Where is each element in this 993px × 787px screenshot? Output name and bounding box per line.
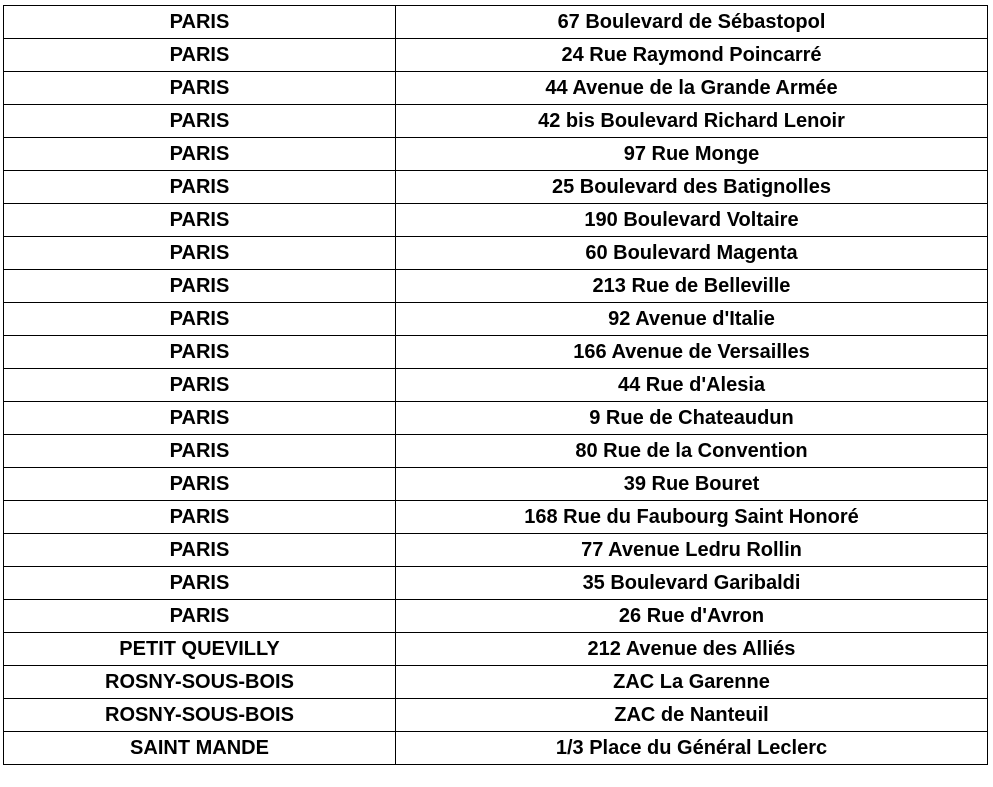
address-table <box>3 5 988 765</box>
table-row <box>4 732 988 765</box>
city-cell: PARIS <box>4 534 396 567</box>
city-cell: PARIS <box>4 138 396 171</box>
city-cell: PETIT QUEVILLY <box>4 633 396 666</box>
city-cell: PARIS <box>4 6 396 39</box>
table-row <box>4 303 988 336</box>
city-cell: ROSNY-SOUS-BOIS <box>4 699 396 732</box>
address-cell: 166 Avenue de Versailles <box>396 336 988 369</box>
address-cell: 1/3 Place du Général Leclerc <box>396 732 988 765</box>
city-cell: PARIS <box>4 402 396 435</box>
city-cell: ROSNY-SOUS-BOIS <box>4 666 396 699</box>
city-cell: PARIS <box>4 567 396 600</box>
city-cell: PARIS <box>4 72 396 105</box>
table-row <box>4 270 988 303</box>
city-cell: PARIS <box>4 204 396 237</box>
city-cell: SAINT MANDE <box>4 732 396 765</box>
address-cell: 26 Rue d'Avron <box>396 600 988 633</box>
address-cell: 44 Avenue de la Grande Armée <box>396 72 988 105</box>
table-row <box>4 138 988 171</box>
table-row <box>4 633 988 666</box>
table-row <box>4 402 988 435</box>
address-cell: 25 Boulevard des Batignolles <box>396 171 988 204</box>
table-row <box>4 534 988 567</box>
table-row <box>4 666 988 699</box>
address-cell: 168 Rue du Faubourg Saint Honoré <box>396 501 988 534</box>
address-cell: 42 bis Boulevard Richard Lenoir <box>396 105 988 138</box>
table-row <box>4 6 988 39</box>
table-row <box>4 171 988 204</box>
table-row <box>4 336 988 369</box>
address-cell: 39 Rue Bouret <box>396 468 988 501</box>
table-row <box>4 468 988 501</box>
address-cell: 35 Boulevard Garibaldi <box>396 567 988 600</box>
address-table-body <box>4 6 988 765</box>
city-cell: PARIS <box>4 237 396 270</box>
city-cell: PARIS <box>4 336 396 369</box>
table-row <box>4 567 988 600</box>
table-row <box>4 204 988 237</box>
address-cell: 60 Boulevard Magenta <box>396 237 988 270</box>
address-cell: 190 Boulevard Voltaire <box>396 204 988 237</box>
table-row <box>4 369 988 402</box>
city-cell: PARIS <box>4 600 396 633</box>
table-row <box>4 105 988 138</box>
city-cell: PARIS <box>4 369 396 402</box>
table-row <box>4 600 988 633</box>
address-cell: 44 Rue d'Alesia <box>396 369 988 402</box>
table-row <box>4 237 988 270</box>
city-cell: PARIS <box>4 105 396 138</box>
table-row <box>4 435 988 468</box>
city-cell: PARIS <box>4 171 396 204</box>
city-cell: PARIS <box>4 39 396 72</box>
city-cell: PARIS <box>4 270 396 303</box>
table-row <box>4 501 988 534</box>
address-cell: 212 Avenue des Alliés <box>396 633 988 666</box>
address-cell: 80 Rue de la Convention <box>396 435 988 468</box>
address-cell: 77 Avenue Ledru Rollin <box>396 534 988 567</box>
address-cell: 9 Rue de Chateaudun <box>396 402 988 435</box>
address-cell: 24 Rue Raymond Poincarré <box>396 39 988 72</box>
table-row <box>4 39 988 72</box>
city-cell: PARIS <box>4 501 396 534</box>
address-cell: 97 Rue Monge <box>396 138 988 171</box>
city-cell: PARIS <box>4 435 396 468</box>
address-cell: 213 Rue de Belleville <box>396 270 988 303</box>
address-cell: 92 Avenue d'Italie <box>396 303 988 336</box>
city-cell: PARIS <box>4 468 396 501</box>
table-row <box>4 72 988 105</box>
city-cell: PARIS <box>4 303 396 336</box>
address-cell: ZAC de Nanteuil <box>396 699 988 732</box>
table-row <box>4 699 988 732</box>
address-cell: 67 Boulevard de Sébastopol <box>396 6 988 39</box>
address-cell: ZAC La Garenne <box>396 666 988 699</box>
